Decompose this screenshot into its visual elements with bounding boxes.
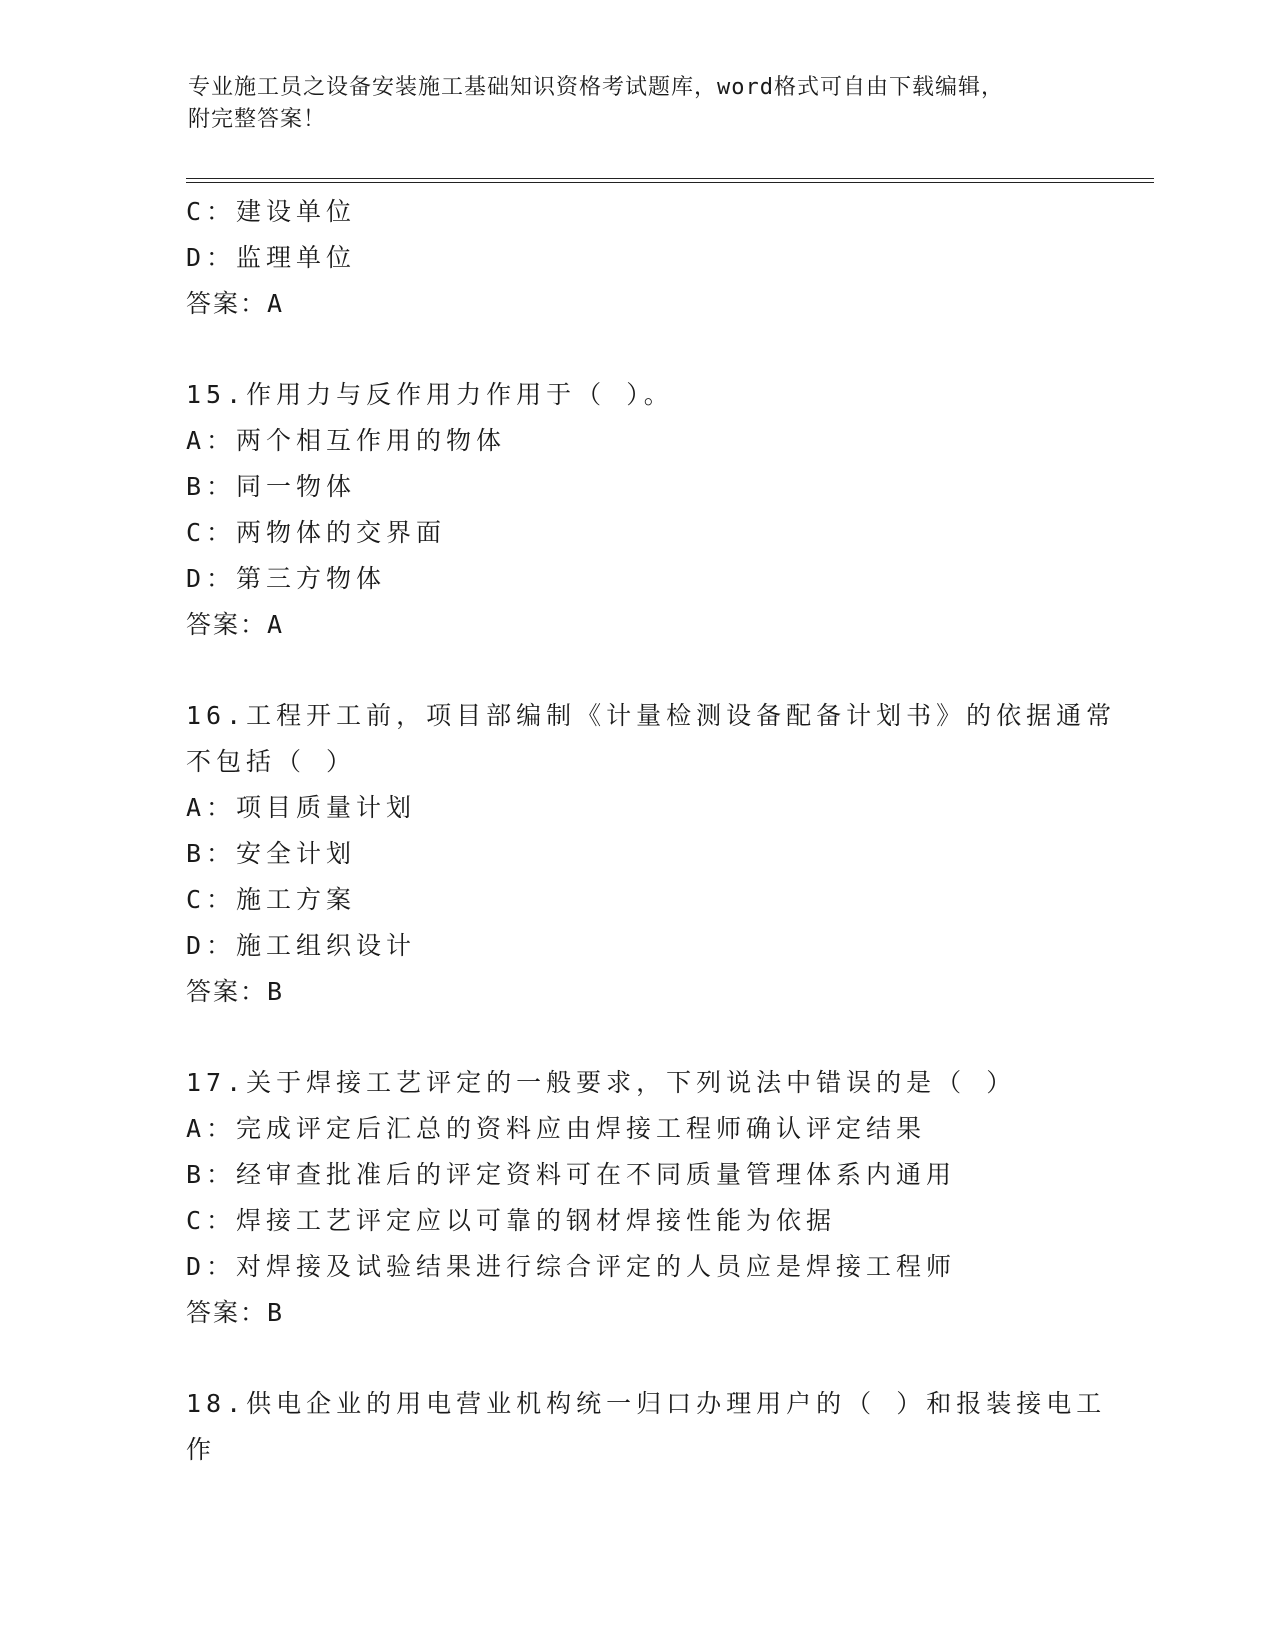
answer: 答案：B xyxy=(186,977,285,1006)
question-18 xyxy=(186,1381,1107,1473)
question-stem-continued: 不包括（ ） xyxy=(186,747,357,776)
option-c: C：焊接工艺评定应以可靠的钢材焊接性能为依据 xyxy=(186,1206,837,1235)
option-c: C：建设单位 xyxy=(186,197,357,226)
document-header xyxy=(188,72,1068,136)
answer: 答案：A xyxy=(186,610,285,639)
option-a: A：项目质量计划 xyxy=(186,793,417,822)
question-stem: 18.供电企业的用电营业机构统一归口办理用户的（ ）和报装接电工 xyxy=(186,1389,1107,1418)
option-a: A：两个相互作用的物体 xyxy=(186,426,507,455)
spacer xyxy=(186,1336,1086,1381)
spacer xyxy=(186,648,1086,693)
option-d: D：第三方物体 xyxy=(186,564,387,593)
header-line-2: 附完整答案！ xyxy=(188,107,327,132)
option-d: D：对焊接及试验结果进行综合评定的人员应是焊接工程师 xyxy=(186,1252,957,1281)
answer: 答案：A xyxy=(186,289,285,318)
option-c: C：两物体的交界面 xyxy=(186,518,447,547)
option-d: D：施工组织设计 xyxy=(186,931,417,960)
spacer xyxy=(186,1015,1086,1060)
option-d: D：监理单位 xyxy=(186,243,357,272)
question-stem: 15.作用力与反作用力作用于（ ）。 xyxy=(186,380,674,409)
question-stem: 16.工程开工前，项目部编制《计量检测设备配备计划书》的依据通常 xyxy=(186,701,1117,730)
question-stem: 17.关于焊接工艺评定的一般要求，下列说法中错误的是（ ） xyxy=(186,1068,1017,1097)
option-c: C：施工方案 xyxy=(186,885,357,914)
question-17 xyxy=(186,1060,1086,1336)
question-list xyxy=(186,189,1117,1473)
option-b: B：安全计划 xyxy=(186,839,357,868)
option-a: A：完成评定后汇总的资料应由焊接工程师确认评定结果 xyxy=(186,1114,927,1143)
header-divider-top xyxy=(186,178,1154,179)
question-stem-continued: 作 xyxy=(186,1435,217,1464)
question-14-continued xyxy=(186,189,1086,327)
header-line-1: 专业施工员之设备安装施工基础知识资格考试题库，word格式可自由下载编辑， xyxy=(188,75,1004,100)
answer: 答案：B xyxy=(186,1298,285,1327)
option-b: B：同一物体 xyxy=(186,472,357,501)
header-divider-bottom xyxy=(186,182,1154,183)
question-15 xyxy=(186,372,1086,648)
spacer xyxy=(186,327,1086,372)
question-16 xyxy=(186,693,1117,1015)
option-b: B：经审查批准后的评定资料可在不同质量管理体系内通用 xyxy=(186,1160,957,1189)
